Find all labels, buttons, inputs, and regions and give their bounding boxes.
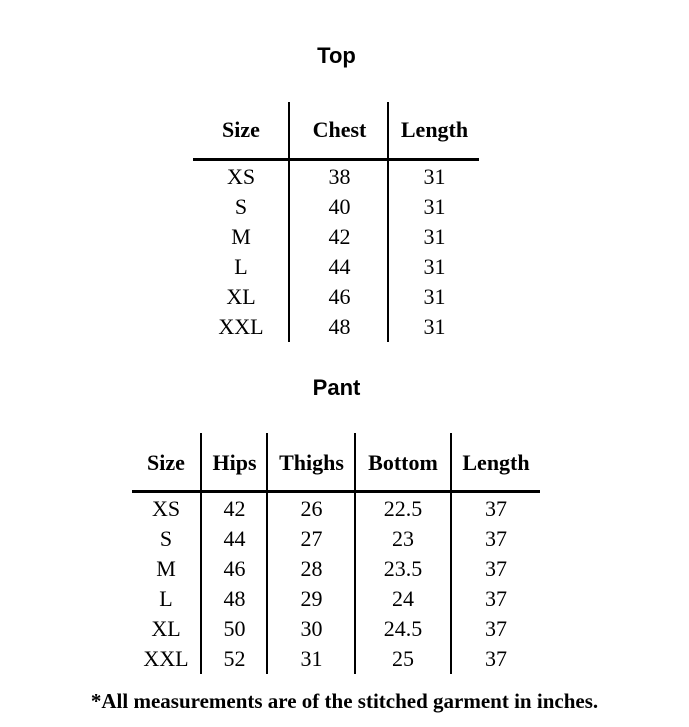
pant-cell-size: XXL: [143, 646, 189, 671]
pant-cell-length: 37: [485, 616, 507, 641]
pant-header-thighs: Thighs: [279, 450, 344, 475]
top-cell-chest: 48: [328, 314, 351, 339]
top-table-title: Top: [317, 43, 356, 68]
pant-cell-thighs: 30: [300, 616, 323, 641]
pant-header-length: Length: [462, 450, 530, 475]
top-column-divider: [387, 102, 389, 342]
pant-table-title: Pant: [312, 375, 361, 400]
measurement-footnote: *All measurements are of the stitched garment in inches.: [90, 689, 599, 713]
pant-column-divider: [450, 433, 452, 674]
pant-header-bottom: Bottom: [368, 450, 438, 475]
pant-cell-thighs: 28: [300, 556, 323, 581]
pant-cell-thighs: 29: [300, 586, 323, 611]
pant-cell-size: L: [159, 586, 173, 611]
top-cell-length: 31: [423, 164, 446, 189]
top-header-length: Length: [400, 117, 469, 142]
top-cell-length: 31: [423, 254, 446, 279]
pant-cell-bottom: 24: [392, 586, 414, 611]
pant-header-rule: [132, 490, 540, 493]
pant-cell-bottom: 23: [392, 526, 414, 551]
pant-cell-thighs: 27: [300, 526, 323, 551]
pant-cell-length: 37: [485, 496, 507, 521]
top-column-divider: [288, 102, 290, 342]
pant-cell-bottom: 25: [392, 646, 414, 671]
top-header-size: Size: [222, 117, 260, 142]
top-cell-size: XL: [226, 284, 256, 309]
top-cell-size: L: [234, 254, 248, 279]
pant-column-divider: [266, 433, 268, 674]
top-cell-size: XXL: [218, 314, 264, 339]
pant-cell-hips: 48: [223, 586, 246, 611]
pant-cell-hips: 44: [223, 526, 246, 551]
pant-cell-length: 37: [485, 586, 507, 611]
pant-cell-hips: 46: [223, 556, 246, 581]
top-cell-chest: 42: [328, 224, 351, 249]
pant-cell-length: 37: [485, 526, 507, 551]
pant-cell-size: S: [159, 526, 173, 551]
pant-cell-size: XS: [151, 496, 181, 521]
pant-cell-length: 37: [485, 646, 507, 671]
top-cell-chest: 46: [328, 284, 351, 309]
top-cell-length: 31: [423, 224, 446, 249]
top-header-rule: [193, 158, 479, 161]
top-cell-length: 31: [423, 314, 446, 339]
pant-cell-hips: 42: [223, 496, 246, 521]
pant-cell-size: M: [156, 556, 176, 581]
pant-cell-thighs: 26: [300, 496, 323, 521]
top-header-chest: Chest: [312, 117, 367, 142]
top-cell-chest: 40: [328, 194, 351, 219]
pant-header-hips: Hips: [212, 450, 257, 475]
top-cell-size: S: [234, 194, 248, 219]
pant-column-divider: [354, 433, 356, 674]
top-cell-length: 31: [423, 194, 446, 219]
top-cell-size: M: [231, 224, 251, 249]
pant-cell-bottom: 23.5: [383, 556, 423, 581]
pant-header-size: Size: [147, 450, 185, 475]
pant-cell-length: 37: [485, 556, 507, 581]
top-cell-size: XS: [226, 164, 256, 189]
pant-column-divider: [200, 433, 202, 674]
top-cell-chest: 44: [328, 254, 351, 279]
pant-cell-hips: 50: [223, 616, 246, 641]
pant-cell-bottom: 24.5: [383, 616, 423, 641]
pant-cell-size: XL: [151, 616, 181, 641]
pant-cell-hips: 52: [223, 646, 246, 671]
top-cell-chest: 38: [328, 164, 351, 189]
top-cell-length: 31: [423, 284, 446, 309]
pant-cell-bottom: 22.5: [383, 496, 423, 521]
pant-cell-thighs: 31: [300, 646, 323, 671]
